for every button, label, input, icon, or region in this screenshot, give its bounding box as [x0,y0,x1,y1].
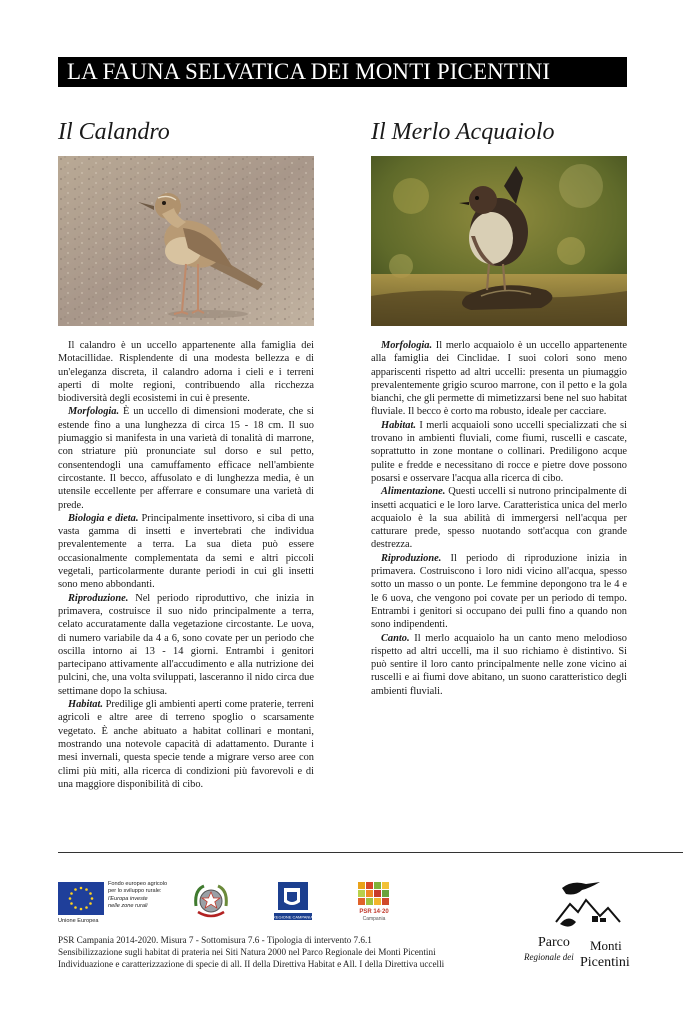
calandro-description [58,339,314,791]
footer-info [58,934,528,970]
psr-sub-label: Campania [362,916,386,922]
calandro-intro: Il calandro è un uccello appartenente alla famiglia dei Motacillidae. Risplendente di una modesta bellezza e di un'eleganza discreta, il calandro adorna i cieli e i terreni aperti di molte regioni, contribuendo alla ricchezza biodiversità degli ecosistemi in cui è presente. [58,340,314,405]
merlo-photo [371,156,627,326]
merlo-heading: Il Merlo Acquaiolo [371,119,555,145]
calandro-column [58,116,314,791]
page-banner [58,57,627,87]
calandro-riproduzione: Riproduzione. Nel periodo riproduttivo, che inizia in primavera, costruisce il suo nido principalmente a terra, celato accuratamente dalla vegetazione circostante. Le uova, di numero variabile da 4 a 6, sono covate per un periodo che oscilla intorno ai 13 - 14 giorni. Entrambi i genitori partecipano attivamente all'accudimento e alla nutrizione dei pulcini, che, una volta sviluppati, lasceranno il nido circa due settimane dopo la schiusa. [58,592,314,697]
merlo-canto: Canto. Il merlo acquaiolo ha un canto meno melodioso rispetto ad altri uccelli, ma il suo richiamo è distintivo. Si può sentire il loro canto principalmente nelle zone vicino ai ruscelli e ai fiumi dove abitano, un suono caratteristico degli ambienti fluviali. [371,632,627,697]
calandro-biologia: Biologia e dieta. Principalmente insettivoro, si ciba di una vasta gamma di insetti e invertebrati che individua prevalentemente a terra. La sua dieta può essere occasionalmente complementata da semi e altri piccoli vegetali, particolarmente durante periodi in cui gli insetti sono meno abbondanti. [58,512,314,591]
parco-monti-picentini-logo-icon [520,878,630,970]
footer-line-2: Sensibilizzazione sugli habitat di prateria nei Siti Natura 2000 nel Parco Regionale dei Monti Picentini [58,947,436,957]
footer-divider [58,852,683,853]
merlo-column [371,116,627,698]
italian-republic-emblem-icon [192,880,230,922]
eu-label: Unione Europea [58,918,99,924]
park-word-parco: Parco [538,935,570,950]
psr-label: PSR 14·20 [359,909,389,915]
calandro-photo [58,156,314,326]
footer-line-1: PSR Campania 2014-2020. Misura 7 - Sottomisura 7.6 - Tipologia di intervento 7.6.1 [58,935,372,945]
merlo-acquaiolo-bird-photo-icon [371,156,627,326]
park-word-regionale: Regionale dei [524,952,574,962]
merlo-riproduzione: Riproduzione. Il periodo di riproduzione inizia in primavera. Costruiscono i loro nidi vicino all'acqua, spesso sotto un masso o un ponte. Le femmine depongono tra le 4 e le 6 uova, che vengono poi covate per un periodo di tempo. Entrambi i genitori si occupano dei pulli fino a quando non sono indipendenti. [371,552,627,631]
psr-campania-logo-icon [356,880,394,924]
park-word-monti: Monti [590,938,622,953]
regione-campania-logo-icon [272,880,314,922]
banner-title: LA FAUNA SELVATICA DEI MONTI PICENTINI [67,59,551,84]
merlo-description [371,339,627,698]
footer-line-3: Individuazione e caratterizzazione di specie di all. II della Direttiva Habitat e All. I della Direttiva uccelli [58,959,445,969]
calandro-bird-photo-icon [58,156,314,326]
calandro-heading: Il Calandro [58,119,170,145]
merlo-morfologia: Morfologia. Il merlo acquaiolo è un uccello appartenente alla famiglia dei Cinclidae. I suoi colori sono meno appariscenti rispetto ad altri uccelli: presenta un piumaggio prevalentemente grigio scuroo marrone, con il petto e la gola bianchi, che gli permette di mimetizzarsi bene nel suo habitat fluviale. Il becco è corto ma robusto, ideale per cacciare. [371,340,627,418]
calandro-morfologia: Morfologia. È un uccello di dimensioni moderate, che si estende fino a una lunghezza di circa 15 - 18 cm. Il suo piumaggio si manifesta in una varietà di tonalità di marrone, con striature più pronunciate sul dorso e sul petto, consentendogli una camuffamento efficace nell'ambiente circostante. Il becco, affusolato e di lunghezza media, è un utensile eccellente per afferrare e consumare una varietà di prede. [58,406,314,511]
calandro-habitat: Habitat. Predilige gli ambienti aperti come praterie, terreni agricoli e altre aree di terreno spoglio o scarsamente vegetato. È anche abituato a habitat collinari e montani, mostrando una notevole capacità di adattamento. Durante i mesi invernali, questa specie tende a migrare verso aree con climi più miti, alla ricerca di condizioni più favorevoli e di una maggiore disponibilità di cibo. [58,699,314,790]
eu-fund-text: Fondo europeo agricolo per lo sviluppo rurale: l'Europa investe nelle zone rurali [108,881,168,909]
eu-flag-icon [58,882,104,915]
park-word-picentini: Picentini [580,955,630,970]
merlo-alimentazione: Alimentazione. Questi uccelli si nutrono principalmente di insetti acquatici e le loro larve. Caratteristica unica del merlo acquaiolo è la sua abilità di immergersi nell'acqua per catturare prede, spesso nuotando sott'acqua con grande destrezza. [371,486,627,551]
regione-label: REGIONE CAMPANIA [272,914,314,920]
merlo-habitat: Habitat. I merli acquaioli sono uccelli specializzati che si trovano in ambienti fluviali, come fiumi, ruscelli e cascate, soprattutto in zone montane o collinari. Prediligono acque pulite e fredde e necessitano di rocce e pietre dove possono posarsi e osservare l'acqua alla ricerca di cibo. [371,419,627,484]
